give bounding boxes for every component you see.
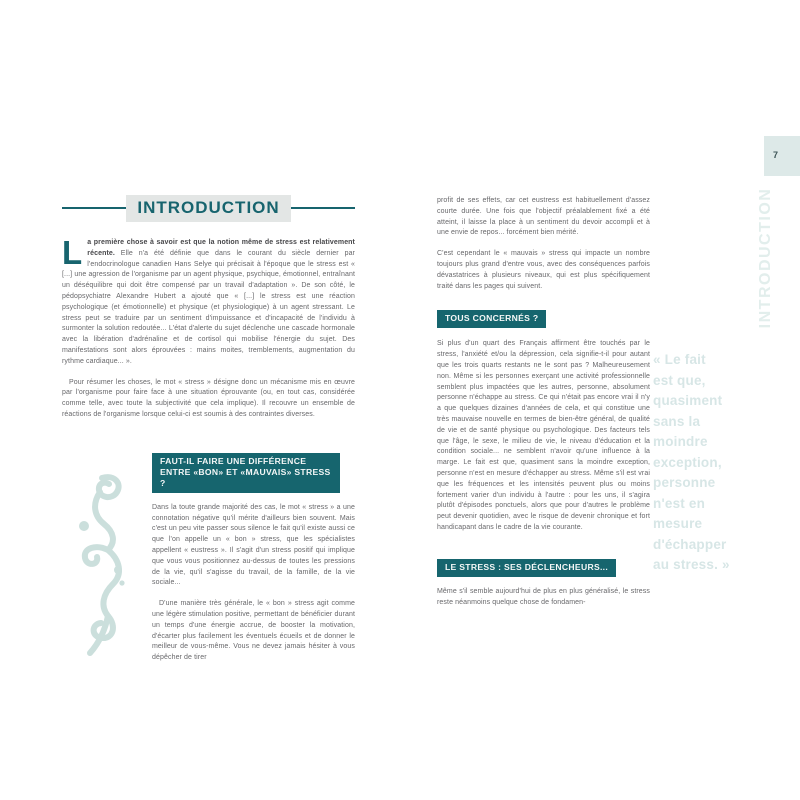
- eustress-paragraph: D'une manière très générale, le « bon » stress agit comme une légère stimulation positive, permettant de bénéficier durant un temps d'une énergie accrue, de booster la motivation, d'écarter plus facilement les éventuels écueils et de donner le meilleur de vous-même. Vous ne devez jamais hésiter à vous dépêcher de tirer: [152, 600, 355, 662]
- title-rule-right: [291, 207, 355, 209]
- bon-stress-paragraph: Dans la toute grande majorité des cas, le mot « stress » a une connotation négative qu'il mérite d'ailleurs bien souvent. Mais c'est un peu vite passer sous silence le fait qu'il existe aussi ce que l'on appelle un « bon » stress, que les spécialistes appellent « eustress ». Il s'agit d'un stress positif qui implique que vous vous positionnez au-dessus de toutes les pressions de la vie, qu'il s'agisse du travail, de la famille, de la vie sociale...: [152, 503, 355, 587]
- intro-lead-bold: a première chose à savoir est que la notion même de stress est relativement récente.: [87, 239, 355, 257]
- profit-paragraph: profit de ses effets, car cet eustress est habituellement d'assez courte durée. Une fois que l'objectif préalablement fixé a été atteint, il laisse la place à un sentiment du devoir accompli et à une envie de repos... forcément bien mérité.: [437, 197, 650, 237]
- right-page-body: [437, 196, 650, 292]
- declencheurs-block: [437, 587, 650, 609]
- left-sub-column: [152, 503, 355, 664]
- declencheurs-paragraph: Même s'il semble aujourd'hui de plus en plus généralisé, le stress reste néanmoins quelque chose de fondamen-: [437, 587, 650, 606]
- section-header-bon-mauvais: FAUT-IL FAIRE UNE DIFFÉRENCE ENTRE «BON» ET «MAUVAIS» STRESS ?: [152, 453, 340, 493]
- section-header-tous-concernes: TOUS CONCERNÉS ?: [437, 310, 546, 328]
- page-tab: [764, 136, 800, 176]
- chapter-title-row: [62, 195, 355, 221]
- flourish-ornament-icon: [72, 473, 128, 658]
- intro-paragraph: [62, 234, 355, 368]
- chapter-title: INTRODUCTION: [126, 195, 290, 222]
- pull-quote: « Le fait est que, quasiment sans la moindre exception, personne n'est en mesure d'échapper au stress. »: [653, 352, 730, 572]
- concernes-block: [437, 339, 650, 533]
- concernes-paragraph: Si plus d'un quart des Français affirment être touchés par le stress, l'anxiété et/ou la dépression, cela signifie-t-il pour autant que les trois quarts restants ne le sont pas ? Malheureusement non. Même si les personnes exerçant une activité professionnelle semblent plus impactées que les autres, personne, absolument personne n'échappe au stress. Ce qui n'était pas encore vrai il n'y a que quelques dizaines d'années de cela, et qui constitue une très mauvaise nouvelle en termes de bien-être général, de qualité de vie et de santé physique ou psychologique. Des facteurs tels que l'âge, le sexe, le milieu de vie, le niveau d'éducation et la condition sociale... ne semblent n'avoir qu'une influence à la marge. Le fait est que, quasiment sans la moindre exception, personne n'est en mesure d'échapper au stress. Même s'il est vrai que les fréquences et les intensités peuvent plus ou moins fortement varier d'un individu à l'autre : pour les uns, il s'agira plutôt d'épisodes ponctuels, alors que pour d'autres le problème peut devenir quotidien, avec le risque de devenir chronique et fort handicapant dans le cadre de la vie courante.: [437, 340, 650, 531]
- margin-chapter-label: INTRODUCTION: [757, 187, 774, 329]
- mauvais-stress-paragraph: C'est cependant le « mauvais » stress qui impacte un nombre toujours plus grand d'entre vous, avec des conséquences parfois dévastatrices à plusieurs niveaux, qui est plus spécifiquement traité dans les pages qui suivent.: [437, 250, 650, 290]
- section-header-declencheurs: LE STRESS : SES DÉCLENCHEURS...: [437, 559, 616, 577]
- left-page: [62, 195, 355, 674]
- right-page: [437, 196, 650, 618]
- page-number: 7: [773, 150, 779, 160]
- intro-rest: Elle n'a été définie que dans le courant du siècle dernier par l'endocrinologue canadien Hans Selye qui précisait à l'époque que le stress est « [...] une agression de l'organisme par un agent physique, psychique, émotionnel, entraînant un déséquilibre qui doit être compensé par un travail d'adaptation ». De son côté, le pédopsychiatre Alexandre Hubert a ajouté que « [...] le stress est une réaction psychologique (et émotionnelle) et physique (et physiologique) à un agent stressant. Le stress peut se traduire par un sentiment d'impuissance et d'incapacité de l'individu à surmonter la solution redoutée... L'état d'alerte du sujet déclenche une cascade hormonale avec la libération d'adrénaline et de cortisol qui mobilise l'énergie du sujet. Des manifestations sont alors éprouvées : mains moites, tremblements, augmentation du rythme cardiaque... ».: [62, 249, 355, 365]
- resume-paragraph: Pour résumer les choses, le mot « stress » désigne donc un mécanisme mis en œuvre par l'organisme pour faire face à une situation éprouvante (ou, en tout cas, considérée comme telle, avec toute la subjectivité que cela implique). Il recouvre un ensemble de réactions de l'organisme lorsque celui-ci est soumis à des contraintes diverses.: [62, 378, 355, 418]
- left-page-body: [62, 234, 355, 421]
- dropcap-letter: L: [62, 234, 83, 271]
- title-rule-left: [62, 207, 126, 209]
